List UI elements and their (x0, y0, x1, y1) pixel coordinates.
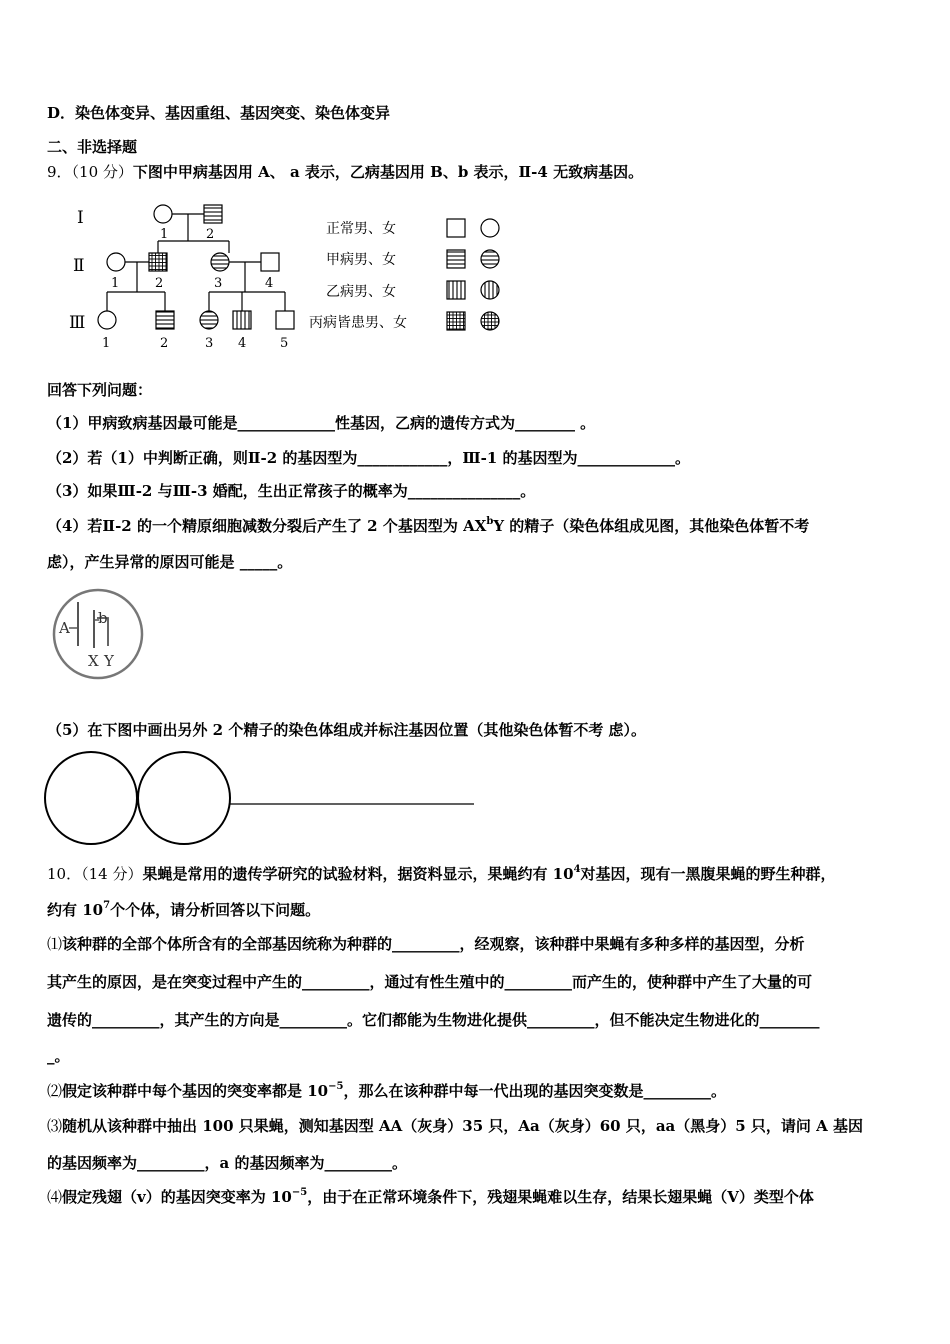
legend-square-normal (447, 219, 465, 237)
q10-stem-line1: 10．（14 分）果蝇是常用的遗传学研究的试验材料，据资料显示，果蝇约有 $10^4$对基因，现有一黑腹果蝇的野生种群， (47, 864, 836, 883)
q9-part3: （3）如果Ⅲ-2 与Ⅲ-3 婚配，生出正常孩子的概率为_______________。 (47, 482, 536, 500)
pedigree-II-3 (211, 253, 229, 271)
cell-label-X: X (88, 652, 99, 670)
sperm-cell-diagram (48, 588, 153, 680)
label-III-5: 5 (280, 336, 289, 351)
legend-square-both (447, 312, 465, 330)
legend-both: 丙病皆患男、女 (309, 315, 407, 331)
cell-label-b: b (98, 609, 108, 627)
q9-part4-line2: 虑），产生异常的原因可能是 _____。 (47, 553, 293, 571)
pedigree-I-2 (204, 205, 222, 223)
legend-circle-both (481, 312, 499, 330)
q10-sub3-line1: ⑶随机从该种群中抽出 100 只果蝇，测知基因型 AA（灰身）35 只，Aa（灰身）60 只，aa（黑身）5 只，请问 A 基因 (47, 1117, 864, 1135)
answer-circles (44, 750, 484, 846)
legend-square-a (447, 250, 465, 268)
pedigree-II-2 (149, 253, 167, 271)
pedigree-II-4 (261, 253, 279, 271)
q9-part1: （1）甲病致病基因最可能是_____________性基因，乙病的遗传方式为________ 。 (47, 414, 596, 432)
pedigree-I-1 (154, 205, 172, 223)
section-title: 二、非选择题 (47, 138, 138, 156)
q10-sub3-line2: 的基因频率为_________，a 的基因频率为_________。 (47, 1154, 407, 1172)
label-III-2: 2 (160, 336, 169, 351)
answer-circle-1 (45, 752, 137, 844)
legend-square-b (447, 281, 465, 299)
legend-circle-normal (481, 219, 499, 237)
q10-sub4: ⑷假定残翅（v）的基因突变率为 $10^{-5}$，由于在正常环境条件下，残翅果蝇难以生存，结果长翅果蝇（V）类型个体 (47, 1187, 814, 1206)
q9-part2: （2）若（1）中判断正确，则Ⅱ-2 的基因型为____________，Ⅲ-1 的基因型为_____________。 (47, 449, 691, 467)
pedigree-III-2 (156, 311, 174, 329)
pedigree-III-4 (233, 311, 251, 329)
legend-normal: 正常男、女 (326, 221, 396, 237)
q10-sub2: ⑵假定该种群中每个基因的突变率都是 $10^{-5}$，那么在该种群中每一代出现的基因突变数是_________。 (47, 1081, 726, 1100)
q10-sub1-line4: _。 (47, 1047, 70, 1065)
q9-stem: 9．（10 分）下图中甲病基因用 A、 a 表示，乙病基因用 B、b 表示，Ⅱ-4 无致病基因。 (47, 163, 644, 181)
legend-circle-b (481, 281, 499, 299)
q10-sub1-line1: ⑴该种群的全部个体所含有的全部基因统称为种群的_________，经观察，该种群中果蝇有多种多样的基因型，分析 (47, 935, 805, 953)
label-III-4: 4 (238, 336, 247, 351)
q9-prompt: 回答下列问题： (47, 381, 153, 399)
q10-stem-line2: 约有 $10^7$个个体，请分析回答以下问题。 (47, 900, 321, 919)
label-II-1: 1 (111, 276, 120, 291)
label-III-3: 3 (205, 336, 214, 351)
pedigree-chart (60, 195, 520, 360)
label-I-1: 1 (160, 227, 169, 242)
gen-label-II: Ⅱ (73, 256, 85, 276)
pedigree-II-1 (107, 253, 125, 271)
answer-circle-2 (138, 752, 230, 844)
legend-disease-b: 乙病男、女 (326, 284, 396, 300)
legend-circle-a (481, 250, 499, 268)
cell-label-Y: Y (104, 652, 114, 670)
label-I-2: 2 (206, 227, 215, 242)
gen-label-III: Ⅲ (69, 313, 86, 333)
pedigree-III-1 (98, 311, 116, 329)
legend-disease-a: 甲病男、女 (326, 252, 396, 268)
label-III-1: 1 (102, 336, 111, 351)
cell-label-A: A (59, 619, 70, 637)
q9-part5: （5）在下图中画出另外 2 个精子的染色体组成并标注基因位置（其他染色体暂不考 虑）。 (47, 721, 647, 739)
label-II-3: 3 (214, 276, 223, 291)
label-II-2: 2 (155, 276, 164, 291)
gen-label-I: Ⅰ (77, 208, 84, 228)
q10-sub1-line2: 其产生的原因，是在突变过程中产生的_________，通过有性生殖中的_________而产生的，使种群中产生了大量的可 (47, 973, 813, 991)
pedigree-III-3 (200, 311, 218, 329)
label-II-4: 4 (265, 276, 274, 291)
pedigree-III-5 (276, 311, 294, 329)
q10-sub1-line3: 遗传的_________，其产生的方向是_________。它们都能为生物进化提供_________，但不能决定生物进化的________ (47, 1011, 820, 1029)
q8-option-d: D．染色体变异、基因重组、基因突变、染色体变异 (47, 104, 391, 122)
q9-part4-line1: （4）若Ⅱ-2 的一个精原细胞减数分裂后产生了 2 个基因型为 $AX^bY$ 的精子（染色体组成见图，其他染色体暂不考 (47, 516, 810, 535)
